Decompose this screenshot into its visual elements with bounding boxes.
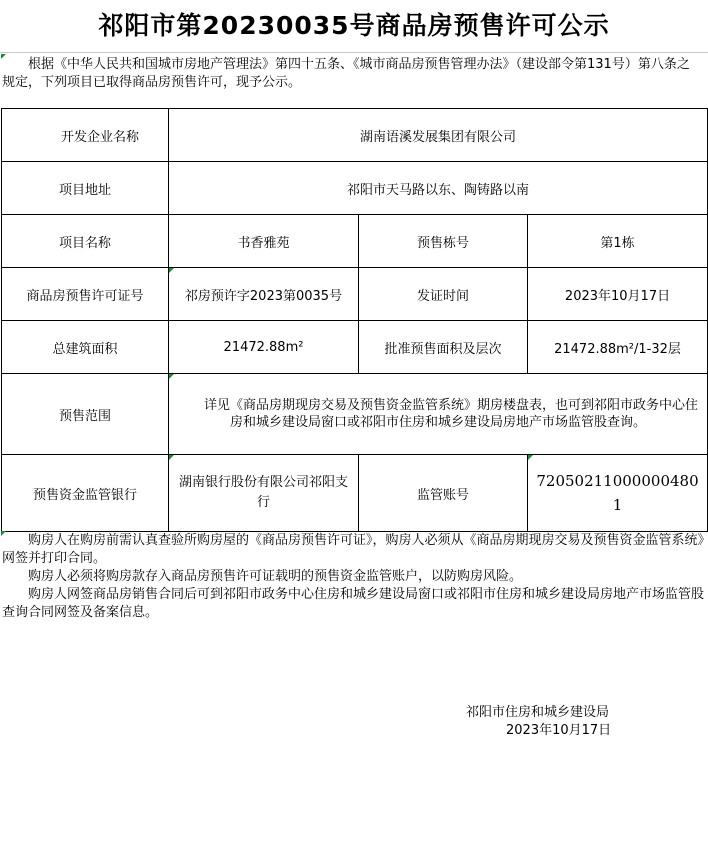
permit-value — [169, 268, 359, 321]
cell-marker — [169, 455, 174, 460]
bank-label: 预售资金监管银行 — [2, 455, 169, 532]
buyer-notices — [2, 532, 704, 622]
row-area — [2, 321, 708, 374]
permit-text: 祁房预许字2023第0035号 — [184, 288, 343, 304]
account-text: 720502110000004801 — [536, 472, 699, 514]
row-address — [2, 162, 708, 215]
scope-label: 预售范围 — [2, 374, 169, 455]
permit-table — [1, 108, 708, 532]
cell-marker — [528, 455, 533, 460]
row-developer — [2, 109, 708, 162]
bank-value — [169, 455, 359, 532]
building-value: 第1栋 — [528, 215, 708, 268]
scope-value — [169, 374, 708, 455]
cell-marker — [169, 374, 174, 379]
area-value: 21472.88m² — [169, 321, 359, 374]
intro-paragraph: 根据《中华人民共和国城市房地产管理法》第四十五条、《城市商品房预售管理办法》（建设部令第131号）第八条之规定，下列项目已取得商品房预售许可，现予公示。 — [2, 57, 690, 90]
permit-label: 商品房预售许可证号 — [2, 268, 169, 321]
row-project — [2, 215, 708, 268]
address-label: 项目地址 — [2, 162, 169, 215]
account-label: 监管账号 — [359, 455, 528, 532]
row-bank — [2, 455, 708, 532]
issue-value: 2023年10月17日 — [528, 268, 708, 321]
cell-marker — [169, 268, 174, 273]
approved-label: 批准预售面积及层次 — [359, 321, 528, 374]
signature-date: 2023年10月17日 — [506, 723, 612, 738]
notice-item: 购房人网签商品房销售合同后可到祁阳市政务中心住房和城乡建设局窗口或祁阳市住房和城乡建设局房地产市场监管股查询合同网签及备案信息。 — [2, 587, 705, 620]
developer-value: 湖南语溪发展集团有限公司 — [169, 109, 708, 162]
account-value — [528, 455, 708, 532]
issuing-authority: 祁阳市住房和城乡建设局 — [466, 705, 610, 720]
area-label: 总建筑面积 — [2, 321, 169, 374]
row-scope — [2, 374, 708, 455]
developer-label: 开发企业名称 — [2, 109, 169, 162]
notice-item: 购房人在购房前需认真查验所购房屋的《商品房预售许可证》，购房人必须从《商品房期现房交易及预售资金监管系统》网签并打印合同。 — [2, 533, 705, 566]
scope-text: 详见《商品房期现房交易及预售资金监管系统》期房楼盘表，也可到祁阳市政务中心住房和城乡建设局窗口或祁阳市住房和城乡建设局房地产市场监管股查询。 — [204, 398, 699, 430]
bank-text: 湖南银行股份有限公司祁阳支行 — [178, 475, 348, 510]
building-label: 预售栋号 — [359, 215, 528, 268]
project-value: 书香雅苑 — [169, 215, 359, 268]
approved-value: 21472.88m²/1-32层 — [528, 321, 708, 374]
notice-item: 购房人必须将购房款存入商品房预售许可证载明的预售资金监管账户，以防购房风险。 — [28, 569, 523, 584]
page-title: 祁阳市第20230035号商品房预售许可公示 — [0, 0, 708, 53]
address-value: 祁阳市天马路以东、陶铸路以南 — [169, 162, 708, 215]
issue-label: 发证时间 — [359, 268, 528, 321]
row-permit — [2, 268, 708, 321]
signature-block — [466, 704, 611, 740]
project-label: 项目名称 — [2, 215, 169, 268]
